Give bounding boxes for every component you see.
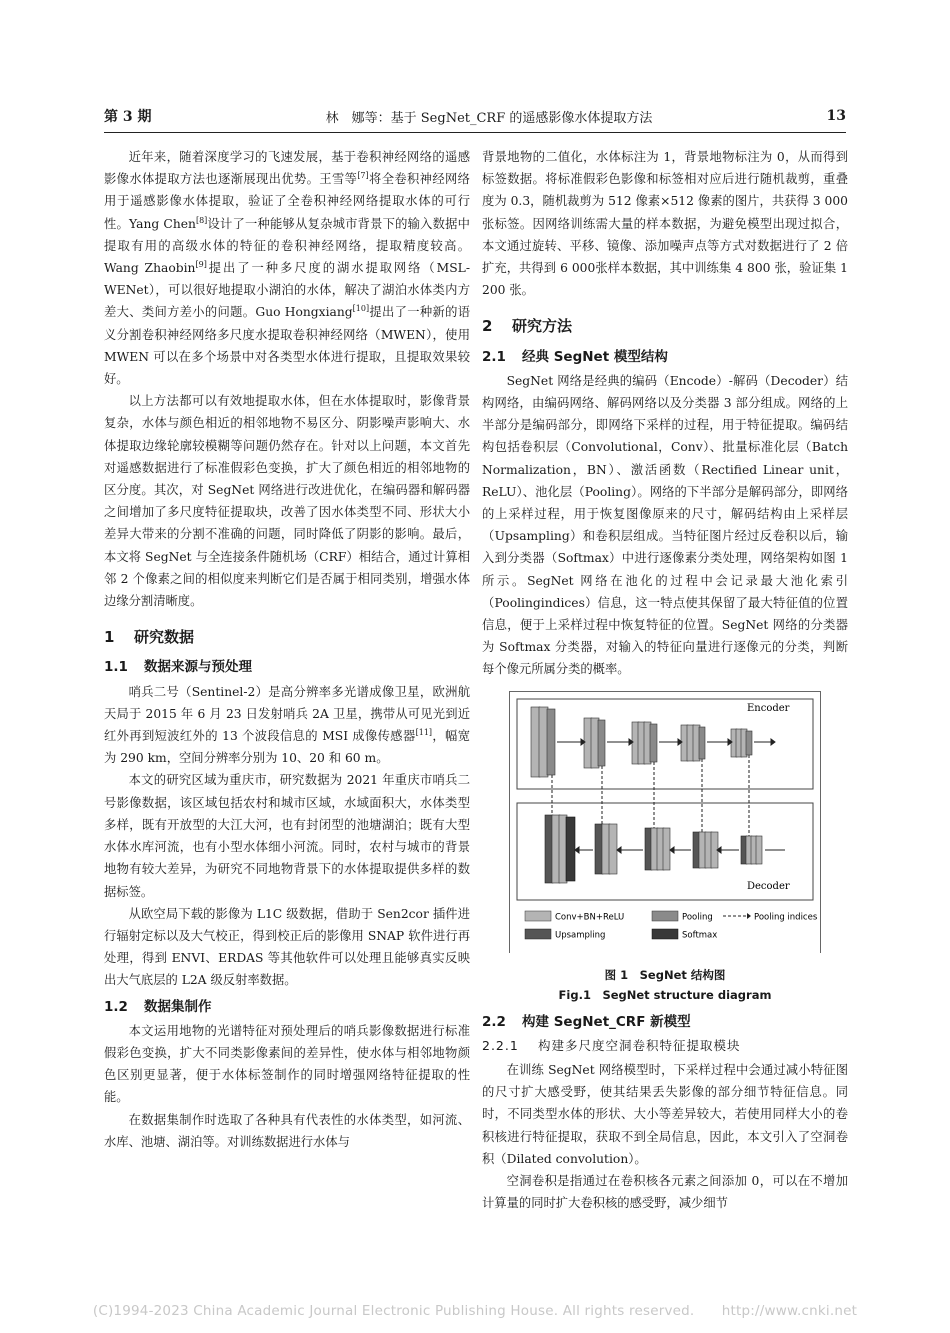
- decoder-block-4: [693, 832, 718, 868]
- paragraph: 空洞卷积是指通过在卷积核各元素之间添加 0，可以在不增加计算量的同时扩大卷积核的感受野，减少细节: [482, 1174, 848, 1211]
- legend-swatch-upsampling: [525, 929, 551, 939]
- legend-pooling: Pooling: [682, 912, 713, 923]
- paragraph: 在训练 SegNet 网络模型时，下采样过程中会通过减小特征图的尺寸扩大感受野，使其结果丢失影像的部分细节特征信息。同时，不同类型水体的形状、大小等差异较大，若使用同样大小的卷积核进行特征提取，获取不到全局信息，因此，本文引入了空洞卷积（Dilated convolution）。: [482, 1063, 848, 1166]
- decoder-block-1: [545, 815, 575, 883]
- issue-number: 第 3 期: [104, 109, 152, 125]
- paragraph: 从欧空局下载的影像为 L1C 级数据，借助于 Sen2cor 插件进行辐射定标以及大气校正，得到校正后的影像用 SNAP 软件进行再处理，得到 ENVI、ERDAS 等其他软件可以处理且能够真实反映出大气底层的 L2A 级反射率数据。: [104, 906, 470, 988]
- decoder-block-2: [595, 824, 617, 874]
- legend-conv: Conv+BN+ReLU: [555, 912, 625, 923]
- paragraph: 近年来，随着深度学习的飞速发展，基于卷积神经网络的遥感影像水体提取方法也逐渐展现出优势。王雪等[7]将全卷积神经网络用于遥感影像水体提取，验证了全卷积神经网络提取水体的可行性。Yang Chen[8]设计了一种能够从复杂城市背景下的输入数据中提取有用的高级水体的特征的卷积神经网络，提取精度较高。Wang Zhaobin[9]提出了一种多尺度的湖水提取网络（MSL-WENet），可以很好地提取小湖泊的水体，解决了湖泊水体类内方差大、类间方差小的问题。Guo Hongxiang[10]提出了一种新的语义分割卷积神经网络多尺度水提取卷积神经网络（MWEN），使用 MWEN 可以在多个场景中对各类型水体进行提取，且提取效果较好。: [104, 150, 471, 387]
- paragraph: SegNet 网络是经典的编码（Encode）-解码（Decoder）结构网络，由编码网络、解码网络以及分类器 3 部分组成。网络的上半部分是编码部分，即网络下采样的过程，用于特征提取。编码结构包括卷积层（Convolutional，Conv）、批量标准化层（Batch Normalization，BN）、激活函数（Rectified Linear unit，ReLU）、池化层（Pooling）。网络的下半部分是解码部分，即网络的上采样过程，用于恢复图像原来的尺寸，解码结构由上采样层（Upsampling）和卷积层组成。当特征图片经过反卷积以后，输入到分类器（Softmax）中进行逐像素分类处理，网络架构如图 1 所示。SegNet 网络在池化的过程中会记录最大池化索引（Poolingindices）信息，这一特点使其保留了最大特征值的位置信息，便于上采样过程中恢复特征的位置。SegNet 网络的分类器为 Softmax 分类器，对输入的特征向量进行逐像元的分类，判断每个像元所属分类的概率。: [482, 373, 848, 677]
- figure-caption-cn: 图 1 SegNet 结构图: [604, 967, 726, 982]
- running-header: [104, 104, 846, 128]
- encoder-block-3: [632, 722, 657, 764]
- figure-segnet: [482, 691, 848, 1005]
- running-title: 林 娜等：基于 SegNet_CRF 的遥感影像水体提取方法: [325, 110, 653, 126]
- paragraph: 在数据集制作时选取了各种具有代表性的水体类型，如河流、水库、池塘、湖泊等。对训练数据进行水体与: [104, 1112, 470, 1149]
- paragraph: 本文运用地物的光谱特征对预处理后的哨兵影像数据进行标准假彩色变换，扩大不同类影像素间的差异性，使水体与相邻地物颜色区别更显著，便于水体标签制作的同时增强网络特征提取的性能。: [104, 1023, 470, 1105]
- encoder-label: Encoder: [747, 702, 790, 714]
- decoder-label: Decoder: [747, 880, 790, 892]
- encoder-block-4: [681, 725, 705, 761]
- citation-8[interactable]: [8]: [195, 215, 208, 225]
- citation-10[interactable]: [10]: [352, 304, 370, 314]
- right-column: [482, 146, 848, 1215]
- paragraph: 以上方法都可以有效地提取水体，但在水体提取时，影像背景复杂，水体与颜色相近的相邻地物不易区分、阴影噪声影响大、水体提取边缘轮廓较模糊等问题仍然存在。针对以上问题，本文首先对遥感数据进行了标准假彩色变换，扩大了颜色相近的相邻地物的区分度。其次，对 SegNet 网络进行改进优化，在编码器和解码器之间增加了多尺度特征提取块，改善了因水体类型不同、形状大小差异大带来的分割不准确的问题，同时降低了阴影的影响。最后，本文将 SegNet 与全连接条件随机场（CRF）相结合，通过计算相邻 2 个像素之间的相似度来判断它们是否属于相同类别，增强水体边缘分割清晰度。: [104, 394, 470, 609]
- left-column: [104, 146, 470, 1153]
- legend-swatch-softmax: [652, 929, 678, 939]
- section-heading-2: 2 研究方法: [482, 317, 573, 336]
- subsubsection-heading-2-2-1: 2.2.1 构建多尺度空洞卷积特征提取模块: [482, 1037, 741, 1053]
- citation-9[interactable]: [9]: [195, 259, 207, 269]
- encoder-block-2: [584, 718, 605, 768]
- legend-indices: Pooling indices: [754, 912, 818, 923]
- subsection-heading-2-2: 2.2 构建 SegNet_CRF 新模型: [482, 1013, 691, 1030]
- paragraph: 背景地物的二值化，水体标注为 1，背景地物标注为 0，从而得到标签数据。将标准假彩色影像和标签相对应后进行随机裁剪，重叠度为 0.3，随机裁剪为 512 像素×512 像素的图片，共获得 3 000 张标签。因网络训练需大量的样本数据，为避免模型出现过拟合，本文通过旋转、平移、镜像、添加噪声点等方式对数据进行了 2 倍扩充，共得到 6 000张样本数据，其中训练集 4 800 张，验证集 1 200 张。: [482, 150, 848, 298]
- figure-caption-en: Fig.1 SegNet structure diagram: [558, 987, 772, 1002]
- subsection-heading-2-1: 2.1 经典 SegNet 模型结构: [482, 348, 668, 365]
- decoder-block-5: [741, 836, 762, 864]
- legend-upsampling: Upsampling: [555, 930, 606, 941]
- paragraph: 本文的研究区域为重庆市，研究数据为 2021 年重庆市哨兵二号影像数据，该区域包括农村和城市区域，水域面积大，水体类型多样，既有开放型的大江大河，也有封闭型的池塘湖泊；既有大型水体水库河流，也有小型水体细小河流。同时，农村与城市的背景地物有较大差异，为研究不同地物背景下的水体提取提供多样的数据标签。: [104, 773, 470, 899]
- legend-swatch-conv: [525, 911, 551, 921]
- subsection-heading-1-1: 1.1 数据来源与预处理: [104, 659, 252, 676]
- citation-11[interactable]: [11]: [415, 727, 433, 737]
- encoder-block-5: [731, 729, 752, 757]
- encoder-block-1: [531, 707, 555, 777]
- page-number: 13: [826, 108, 846, 124]
- copyright-footer: (C)1994-2023 China Academic Journal Electronic Publishing House. All rights reserved. http://www.cnki.net: [92, 1303, 858, 1319]
- section-heading-1: 1 研究数据: [104, 628, 195, 647]
- header-rule: [104, 132, 846, 133]
- legend-swatch-pooling: [652, 911, 678, 921]
- paragraph: 哨兵二号（Sentinel-2）是高分辨率多光谱成像卫星，欧洲航天局于 2015 年 6 月 23 日发射哨兵 2A 卫星，携带从可见光到近红外再到短波红外的 13 个波段信息的 MSI 成像传感器[11]，幅宽为 290 km，空间分辨率分别为 10、20 和 60 m。: [104, 684, 470, 766]
- decoder-block-3: [645, 828, 670, 870]
- citation-7[interactable]: [7]: [357, 171, 369, 181]
- legend-softmax: Softmax: [682, 930, 718, 941]
- segnet-diagram: [509, 691, 821, 953]
- subsection-heading-1-2: 1.2 数据集制作: [104, 998, 212, 1015]
